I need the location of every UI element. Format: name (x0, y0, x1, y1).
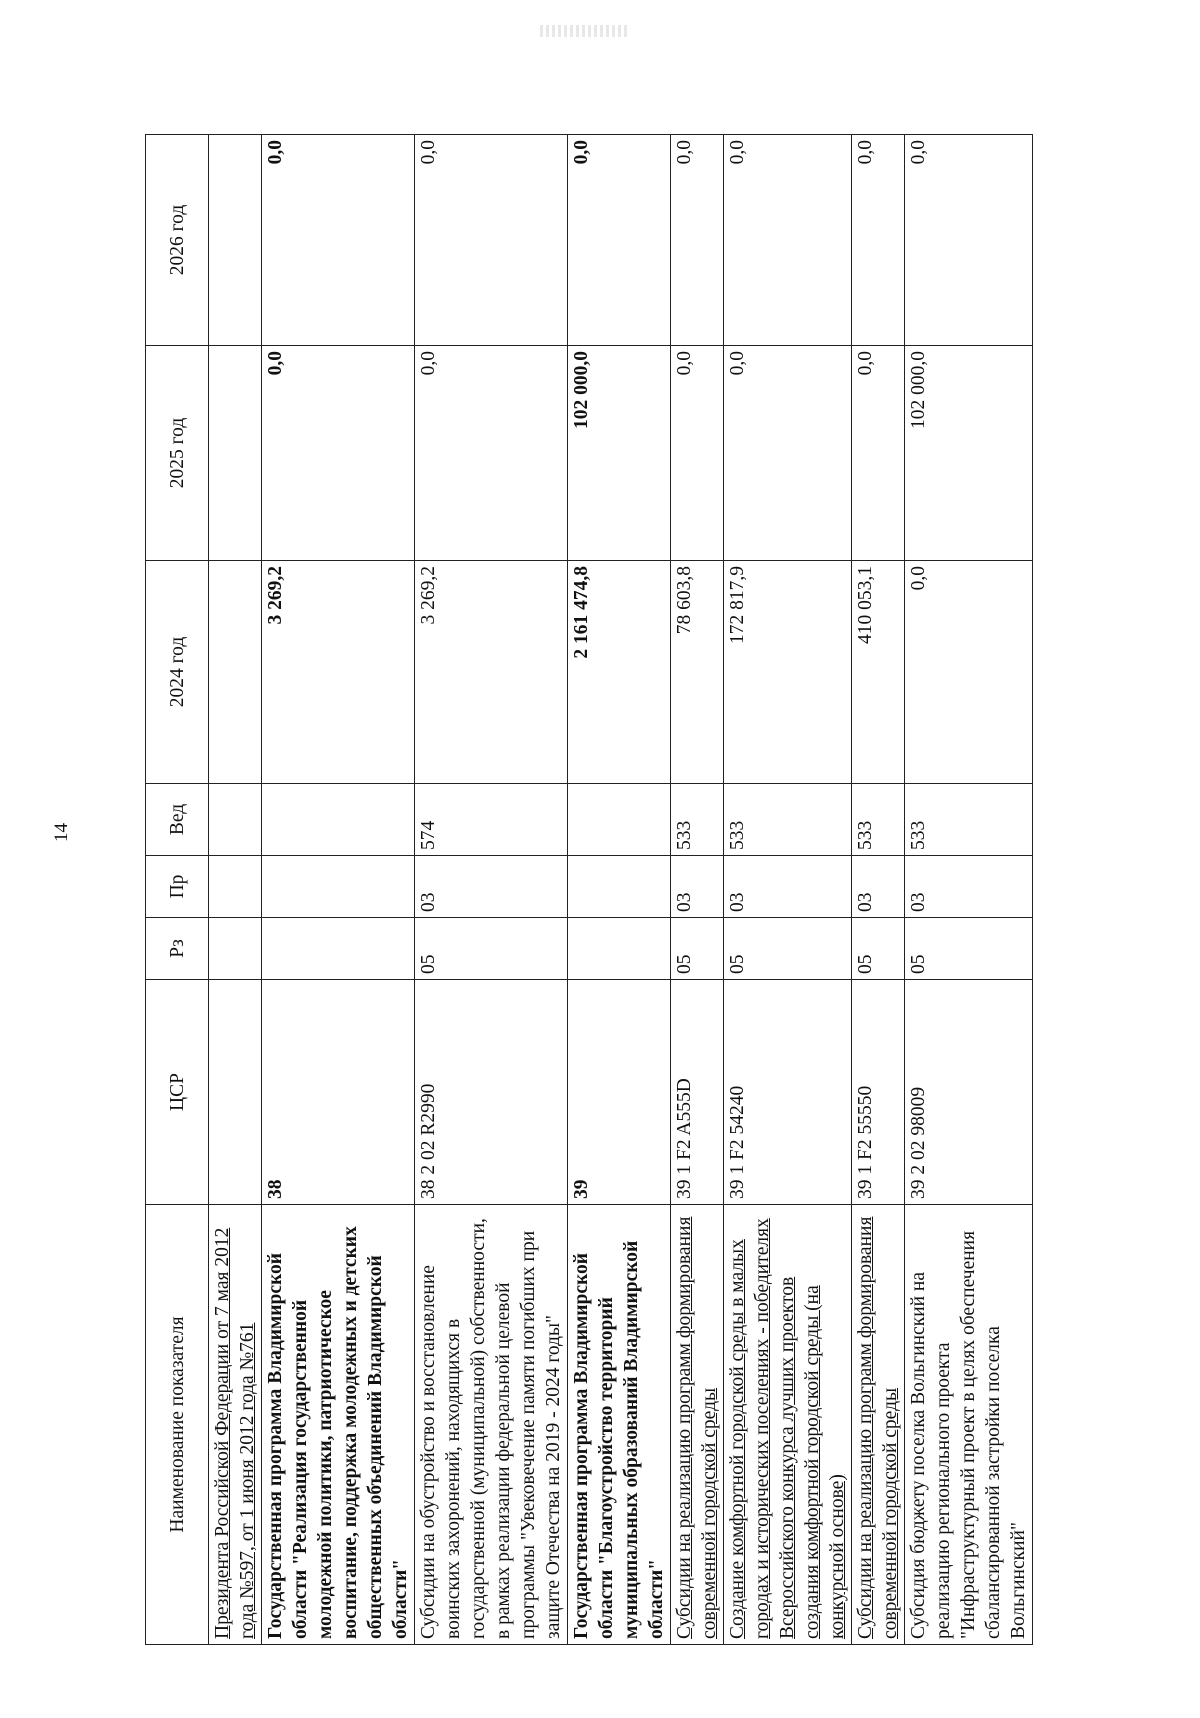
header-csr: ЦСР (146, 980, 209, 1205)
row-pr (262, 856, 415, 918)
row-csr: 39 (568, 980, 671, 1205)
row-csr: 39 2 02 98009 (905, 980, 1033, 1205)
row-2025: 0,0 (262, 346, 415, 561)
row-csr (209, 980, 262, 1205)
row-2026: 0,0 (905, 135, 1033, 346)
row-2026: 0,0 (852, 135, 905, 346)
table-header-row (146, 135, 209, 1645)
row-name: Президента Российской Федерации от 7 мая 2012 года №597, от 1 июня 2012 года №761 (209, 1205, 262, 1645)
row-name: Субсидия бюджету поселка Вольгинский на реализацию регионального проекта "Инфраструктурный проект в целях обеспечения сбалансированной застройки поселка Вольгинский" (905, 1205, 1033, 1645)
row-rz (262, 918, 415, 980)
table-row (209, 135, 262, 1645)
row-pr: 03 (852, 856, 905, 918)
row-2024: 2 161 474,8 (568, 561, 671, 784)
table-row (905, 135, 1033, 1645)
table-row (568, 135, 671, 1645)
row-pr (568, 856, 671, 918)
row-2025 (209, 346, 262, 561)
row-pr: 03 (671, 856, 724, 918)
row-2024 (209, 561, 262, 784)
row-2025: 102 000,0 (568, 346, 671, 561)
row-name: Создание комфортной городской среды в малых городах и исторических поселениях - победителях Всероссийского конкурса лучших проектов создания комфортной городской среды (на конкурсной основе) (724, 1205, 852, 1645)
row-2024: 3 269,2 (415, 561, 568, 784)
scan-artifact (540, 25, 630, 37)
row-ved: 533 (724, 784, 852, 856)
row-rz: 05 (724, 918, 852, 980)
row-rz: 05 (671, 918, 724, 980)
row-ved (568, 784, 671, 856)
row-pr: 03 (905, 856, 1033, 918)
row-csr: 39 1 F2 54240 (724, 980, 852, 1205)
row-name: Субсидии на реализацию программ формирования современной городской среды (852, 1205, 905, 1645)
row-name: Субсидии на реализацию программ формирования современной городской среды (671, 1205, 724, 1645)
table-row (262, 135, 415, 1645)
page-number: 14 (51, 823, 72, 842)
row-2025: 102 000,0 (905, 346, 1033, 561)
header-2025: 2025 год (146, 346, 209, 561)
row-name: Государственная программа Владимирской области "Реализация государственной молодежной политики, патриотическое воспитание, поддержка молодежных и детских общественных объединений Владимирской области" (262, 1205, 415, 1645)
table-row (852, 135, 905, 1645)
row-csr: 38 2 02 R2990 (415, 980, 568, 1205)
table-row (724, 135, 852, 1645)
row-pr (209, 856, 262, 918)
budget-table (145, 134, 1033, 1645)
row-2026: 0,0 (724, 135, 852, 346)
header-name: Наименование показателя (146, 1205, 209, 1645)
row-2025: 0,0 (415, 346, 568, 561)
row-ved: 533 (852, 784, 905, 856)
row-ved (209, 784, 262, 856)
row-ved: 574 (415, 784, 568, 856)
rotated-page-content (145, 135, 1105, 1645)
row-2025: 0,0 (852, 346, 905, 561)
row-ved (262, 784, 415, 856)
row-2024: 78 603,8 (671, 561, 724, 784)
row-2025: 0,0 (724, 346, 852, 561)
row-pr: 03 (415, 856, 568, 918)
header-2026: 2026 год (146, 135, 209, 346)
row-csr: 38 (262, 980, 415, 1205)
row-2026: 0,0 (262, 135, 415, 346)
row-ved: 533 (671, 784, 724, 856)
row-rz (568, 918, 671, 980)
row-pr: 03 (724, 856, 852, 918)
row-2026: 0,0 (671, 135, 724, 346)
row-2026 (209, 135, 262, 346)
header-ved: Вед (146, 784, 209, 856)
row-2024: 410 053,1 (852, 561, 905, 784)
row-rz (209, 918, 262, 980)
row-2026: 0,0 (568, 135, 671, 346)
header-pr: Пр (146, 856, 209, 918)
row-2024: 3 269,2 (262, 561, 415, 784)
row-csr: 39 1 F2 A555D (671, 980, 724, 1205)
header-2024: 2024 год (146, 561, 209, 784)
table-row (671, 135, 724, 1645)
row-2026: 0,0 (415, 135, 568, 346)
row-2024: 172 817,9 (724, 561, 852, 784)
row-2024: 0,0 (905, 561, 1033, 784)
row-name: Государственная программа Владимирской области "Благоустройство территорий муниципальных образований Владимирской области" (568, 1205, 671, 1645)
row-rz: 05 (852, 918, 905, 980)
row-rz: 05 (905, 918, 1033, 980)
row-rz: 05 (415, 918, 568, 980)
row-name: Субсидии на обустройство и восстановление воинских захоронений, находящихся в государственной (муниципальной) собственности, в рамках реализации федеральной целевой программы "Увековечение памяти погибших при защите Отечества на 2019 - 2024 годы" (415, 1205, 568, 1645)
table-row (415, 135, 568, 1645)
row-csr: 39 1 F2 55550 (852, 980, 905, 1205)
row-2025: 0,0 (671, 346, 724, 561)
row-ved: 533 (905, 784, 1033, 856)
header-rz: Рз (146, 918, 209, 980)
